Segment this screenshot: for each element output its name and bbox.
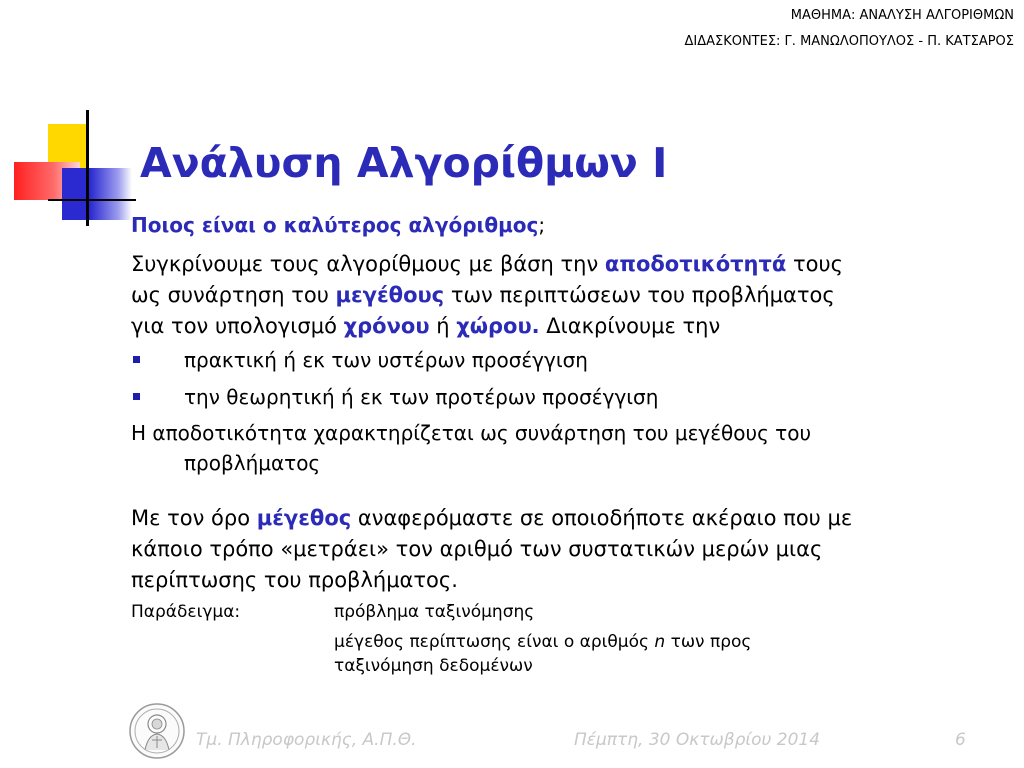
example-label: Παράδειγμα: [131, 602, 241, 622]
text: ή [429, 314, 457, 338]
example-line1: πρόβλημα ταξινόμησης [334, 602, 535, 622]
bullet-item [131, 382, 658, 412]
para1-line1 [131, 249, 1011, 280]
instructors-header: ΔΙΔΑΣΚΟΝΤΕΣ: Γ. ΜΑΝΩΛΟΠΟΥΛΟΣ - Π. ΚΑΤΣΑΡΟΣ [684, 34, 1014, 49]
keyword-size: μεγέθους [335, 283, 445, 307]
keyword-time: χρόνου [343, 314, 430, 338]
text: μέγεθος περίπτωσης είναι ο αριθμός [334, 632, 655, 652]
text: αναφερόμαστε σε οποιοδήποτε ακέραιο που με [351, 506, 853, 530]
example-line3: ταξινόμηση δεδομένων [334, 656, 533, 676]
keyword-space: χώρου. [456, 314, 540, 338]
text: των περιπτώσεων του προβλήματος [444, 283, 835, 307]
paragraph-efficiency [131, 249, 1011, 342]
course-header: ΜΑΘΗΜΑ: ΑΝΑΛΥΣΗ ΑΛΓΟΡΙΘΜΩΝ [790, 8, 1014, 23]
paragraph-function [131, 418, 1011, 477]
bullet-item [131, 345, 588, 375]
para2-line1: Η αποδοτικότητα χαρακτηρίζεται ως συνάρτηση του μεγέθους του [131, 421, 812, 445]
text: Διακρίνουμε την [539, 314, 721, 338]
footer-date: Πέμπτη, 30 Οκτωβρίου 2014 [574, 730, 821, 750]
question-bold: Ποιος είναι ο καλύτερος αλγόριθμος [131, 213, 539, 237]
para3-line1 [131, 503, 1011, 534]
bullet-text: την θεωρητική ή εκ των προτέρων προσέγγιση [184, 385, 659, 409]
variable-n: n [654, 632, 666, 652]
text: Με τον όρο [131, 506, 257, 530]
deco-vertical-line [86, 110, 89, 226]
text: για τον υπολογισμό [131, 314, 344, 338]
para3-line3: περίπτωσης του προβλήματος. [131, 568, 458, 592]
paragraph-size-definition [131, 503, 1011, 596]
keyword-size-term: μέγεθος [256, 506, 352, 530]
question-line [131, 210, 1011, 241]
slide-title: Ανάλυση Αλγορίθμων Ι [140, 139, 668, 187]
deco-horizontal-line [48, 199, 136, 201]
deco-blue-square [62, 168, 132, 220]
para1-line2 [131, 280, 1011, 311]
footer-department: Τμ. Πληροφορικής, Α.Π.Θ. [196, 730, 417, 750]
bullet-square-icon [133, 356, 140, 363]
keyword-efficiency: αποδοτικότητά [604, 252, 787, 276]
para3-line2: κάποιο τρόπο «μετράει» τον αριθμό των συστατικών μερών μιας [131, 537, 823, 561]
example-line2 [334, 630, 751, 654]
text: των προς [665, 632, 752, 652]
bullet-text: πρακτική ή εκ των υστέρων προσέγγιση [184, 348, 588, 372]
para2-line2: προβλήματος [184, 451, 321, 475]
question-mark: ; [538, 213, 546, 237]
bullet-square-icon [133, 393, 140, 400]
para1-line3 [131, 311, 1011, 342]
university-seal-icon [128, 702, 186, 760]
text: τους [786, 252, 843, 276]
text: Συγκρίνουμε τους αλγορίθμους με βάση την [131, 252, 605, 276]
text: ως συνάρτηση του [131, 283, 336, 307]
footer-page-number: 6 [955, 730, 966, 750]
